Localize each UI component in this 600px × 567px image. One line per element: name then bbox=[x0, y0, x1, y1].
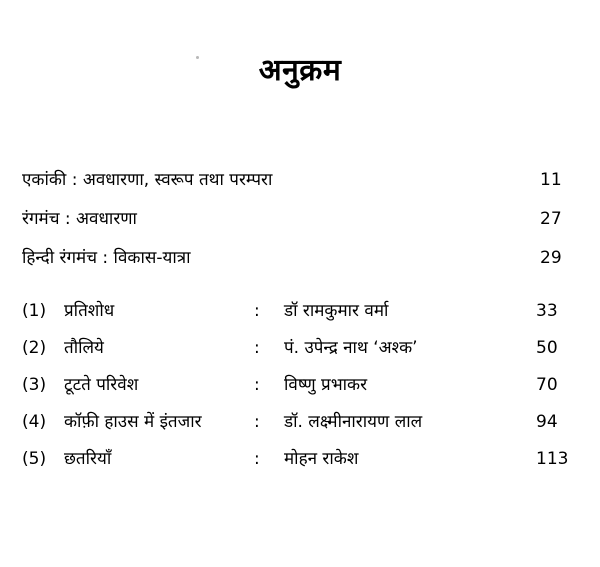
page-speck bbox=[196, 56, 199, 59]
entry-title: कॉफ़ी हाउस में इंतजार bbox=[64, 412, 202, 432]
entry-number: (3) bbox=[22, 375, 47, 395]
list-item bbox=[22, 245, 582, 268]
entry-title: टूटते परिवेश bbox=[64, 375, 139, 395]
entry-page: 94 bbox=[536, 412, 558, 432]
entry-page: 33 bbox=[536, 301, 558, 321]
entry-number: (5) bbox=[22, 449, 47, 469]
front-matter-title: रंगमंच : अवधारणा bbox=[22, 209, 137, 229]
front-matter-page: 11 bbox=[540, 170, 562, 190]
entry-separator: : bbox=[254, 449, 260, 469]
page-title: अनुक्रम bbox=[258, 53, 342, 88]
front-matter-title: एकांकी : अवधारणा, स्वरूप तथा परम्परा bbox=[22, 170, 273, 190]
entry-author: मोहन राकेश bbox=[284, 449, 359, 469]
table-row bbox=[22, 446, 582, 469]
entry-separator: : bbox=[254, 375, 260, 395]
entry-author: डॉ. लक्ष्मीनारायण लाल bbox=[284, 412, 423, 432]
entry-page: 113 bbox=[536, 449, 569, 469]
front-matter-title: हिन्दी रंगमंच : विकास-यात्रा bbox=[22, 248, 191, 268]
list-item bbox=[22, 167, 582, 190]
entry-author: पं. उपेन्द्र नाथ ‘अश्क’ bbox=[284, 338, 418, 358]
list-item bbox=[22, 206, 582, 229]
front-matter-list bbox=[0, 167, 600, 268]
entry-page: 70 bbox=[536, 375, 558, 395]
entry-separator: : bbox=[254, 412, 260, 432]
entry-title: छतरियाँ bbox=[64, 449, 112, 469]
entry-separator: : bbox=[254, 338, 260, 358]
entry-number: (2) bbox=[22, 338, 47, 358]
table-of-contents-page bbox=[0, 48, 600, 567]
entry-title: प्रतिशोध bbox=[64, 301, 115, 321]
table-row bbox=[22, 335, 582, 358]
entry-separator: : bbox=[254, 301, 260, 321]
contents-entry-list bbox=[0, 298, 600, 469]
entry-author: डॉ रामकुमार वर्मा bbox=[284, 301, 389, 321]
entry-page: 50 bbox=[536, 338, 558, 358]
table-row bbox=[22, 298, 582, 321]
front-matter-page: 29 bbox=[540, 248, 562, 268]
table-row bbox=[22, 372, 582, 395]
entry-number: (4) bbox=[22, 412, 47, 432]
front-matter-page: 27 bbox=[540, 209, 562, 229]
table-row bbox=[22, 409, 582, 432]
entry-author: विष्णु प्रभाकर bbox=[284, 375, 368, 395]
entry-number: (1) bbox=[22, 301, 47, 321]
entry-title: तौलिये bbox=[64, 338, 104, 358]
